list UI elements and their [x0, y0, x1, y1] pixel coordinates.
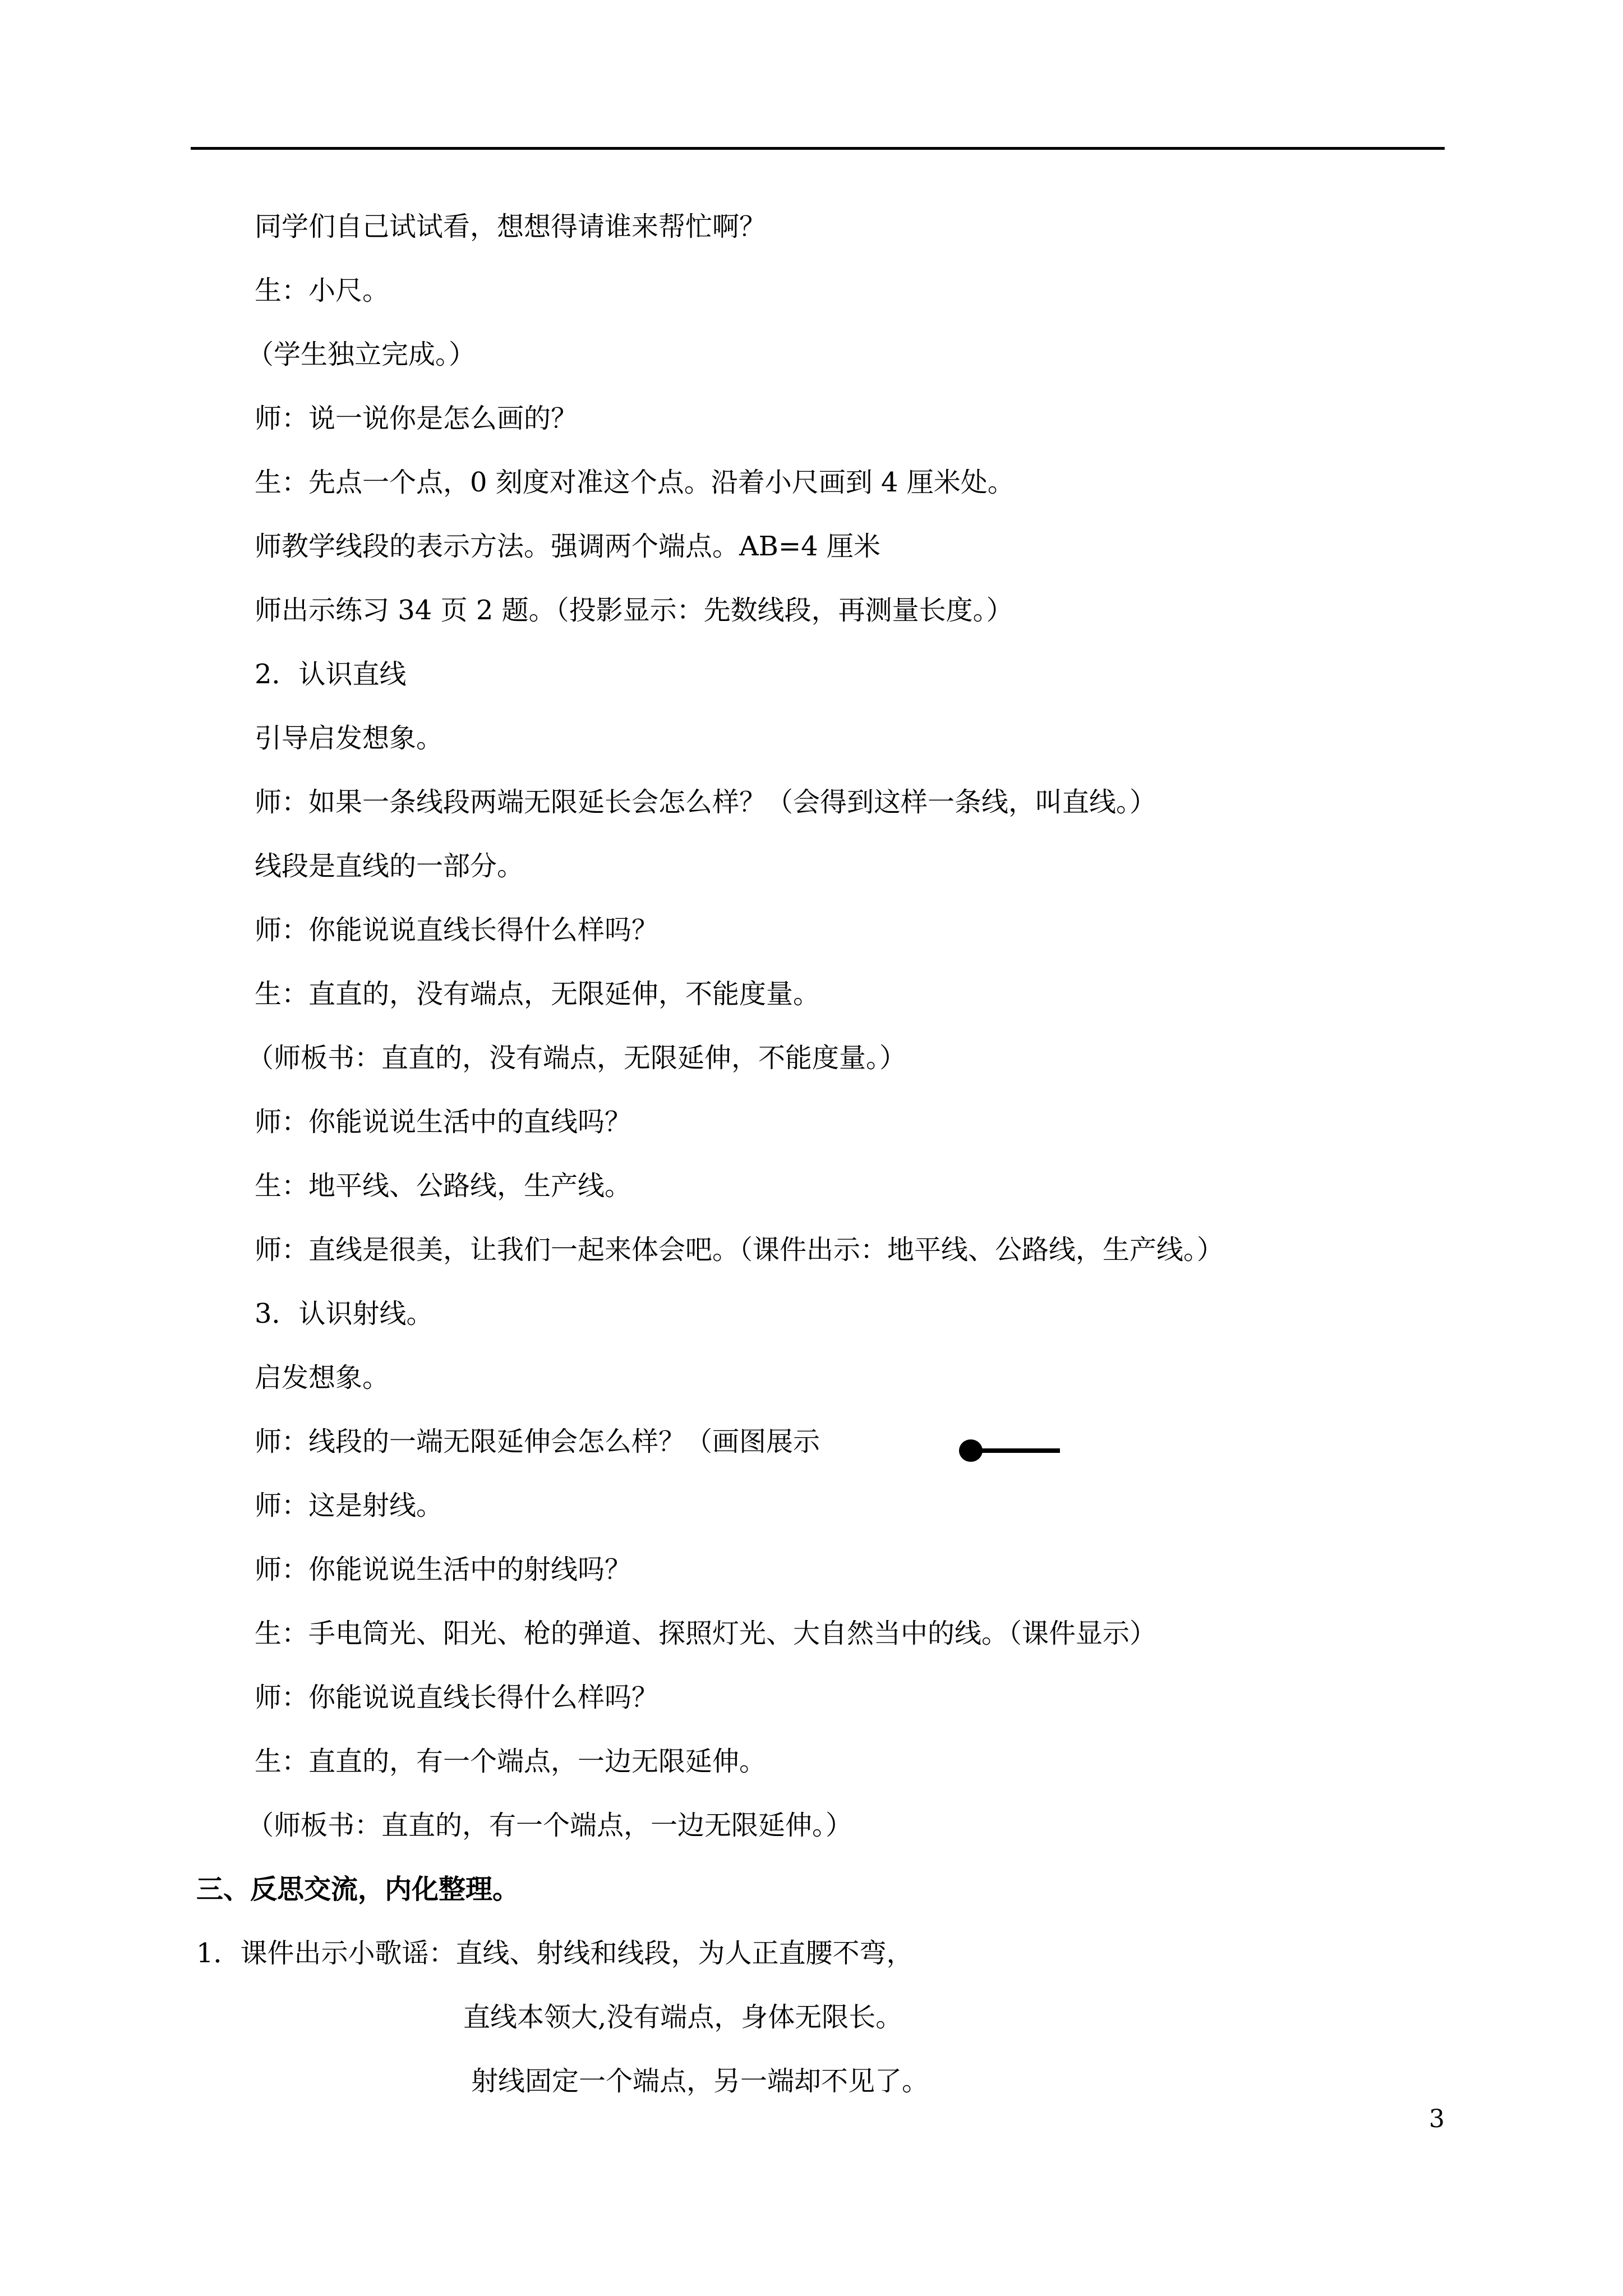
page-number: 3: [1429, 2105, 1445, 2133]
paragraph-line: 启发想象。: [255, 1362, 390, 1393]
paragraph-line: 生：先点一个点，0 刻度对准这个点。沿着小尺画到 4 厘米处。: [255, 467, 1015, 498]
rhyme-line: 射线固定一个端点，另一端却不见了。: [471, 2065, 929, 2097]
paragraph-line: （学生独立完成。）: [247, 339, 476, 370]
paragraph-line: 师：你能说说生活中的射线吗？: [255, 1554, 632, 1585]
paragraph-line: 生：直直的，有一个端点，一边无限延伸。: [255, 1746, 767, 1777]
paragraph-line: （师板书：直直的，没有端点，无限延伸，不能度量。）: [247, 1042, 907, 1074]
paragraph-line: 1．课件出示小歌谣：直线、射线和线段，为人正直腰不弯，: [196, 1938, 914, 1969]
paragraph-line: 同学们自己试试看，想想得请谁来帮忙啊？: [255, 211, 767, 242]
paragraph-line: 引导启发想象。: [255, 723, 444, 754]
paragraph-line: 师：你能说说生活中的直线吗？: [255, 1106, 632, 1138]
section-heading: 3．认识射线。: [255, 1298, 434, 1329]
paragraph-line: （师板书：直直的，有一个端点，一边无限延伸。）: [247, 1810, 853, 1841]
section-heading: 2．认识直线: [255, 659, 407, 690]
paragraph-line: 线段是直线的一部分。: [255, 850, 524, 882]
rhyme-line: 直线本领大,没有端点，身体无限长。: [463, 2001, 903, 2033]
paragraph-line: 师：你能说说直线长得什么样吗？: [255, 914, 659, 946]
paragraph-line: 师：说一说你是怎么画的？: [255, 403, 578, 434]
paragraph-line: 生：地平线、公路线，生产线。: [255, 1170, 632, 1202]
ray-diagram: [959, 1439, 1060, 1462]
paragraph-line: 生：直直的，没有端点，无限延伸，不能度量。: [255, 978, 820, 1010]
paragraph-line: 师：你能说说直线长得什么样吗？: [255, 1682, 659, 1713]
header-rule: [191, 147, 1445, 150]
paragraph-line: 师：如果一条线段两端无限延长会怎么样？（会得到这样一条线，叫直线。）: [255, 786, 1157, 818]
paragraph-line: 师出示练习 34 页 2 题。（投影显示：先数线段，再测量长度。）: [255, 595, 1013, 626]
paragraph-line: 师：直线是很美，让我们一起来体会吧。（课件出示：地平线、公路线，生产线。）: [255, 1234, 1224, 1266]
paragraph-line: 生：小尺。: [255, 275, 390, 306]
section-title: 三、反思交流，内化整理。: [196, 1874, 520, 1905]
paragraph-line: 师教学线段的表示方法。强调两个端点。AB=4 厘米: [255, 531, 880, 562]
paragraph-line: 师：线段的一端无限延伸会怎么样？（画图展示: [255, 1426, 820, 1457]
paragraph-line: 师：这是射线。: [255, 1490, 444, 1521]
paragraph-line: 生：手电筒光、阳光、枪的弹道、探照灯光、大自然当中的线。（课件显示）: [255, 1618, 1157, 1649]
ray-line: [976, 1448, 1060, 1453]
